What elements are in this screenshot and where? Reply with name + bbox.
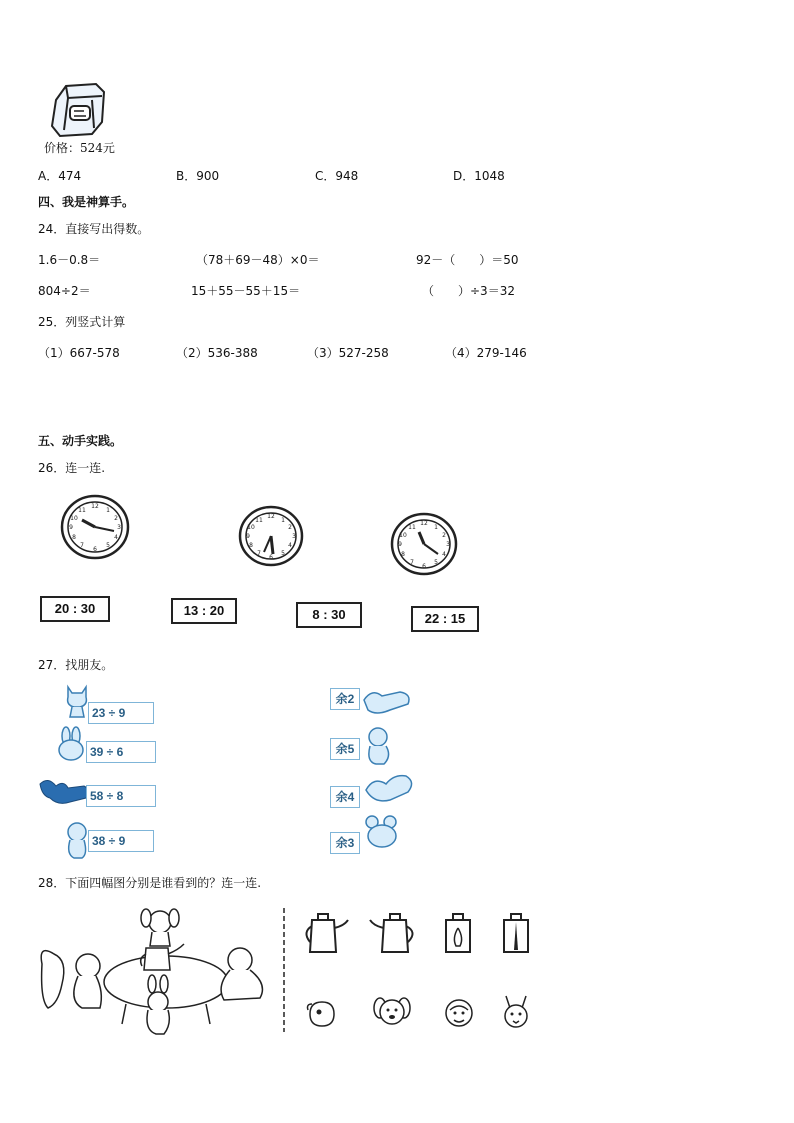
svg-text:10: 10 [70, 515, 78, 522]
q25-title: 25．列竖式计算 [38, 315, 126, 329]
svg-text:9: 9 [69, 524, 73, 531]
division-card: 39 ÷ 6 [86, 741, 156, 763]
q24-item: 15＋55－55＋15＝ [191, 284, 301, 298]
kettle-icon [498, 910, 534, 956]
animal-icon [362, 814, 402, 850]
svg-text:5: 5 [434, 559, 438, 566]
time-box: 8 : 30 [296, 602, 362, 628]
svg-text:8: 8 [249, 542, 253, 549]
remainder-card: 余2 [330, 688, 360, 710]
svg-text:11: 11 [408, 524, 416, 531]
svg-text:10: 10 [399, 532, 407, 539]
svg-text:1: 1 [281, 517, 285, 524]
clock-icon [238, 505, 304, 567]
animal-icon [360, 770, 416, 806]
option-b: B．900 [176, 169, 220, 183]
q24-item: （78＋69－48）×0＝ [196, 253, 320, 267]
kettle-icon [440, 910, 476, 956]
svg-text:4: 4 [288, 542, 292, 549]
option-c: C．948 [315, 169, 359, 183]
svg-text:10: 10 [247, 524, 255, 531]
division-card: 58 ÷ 8 [86, 785, 156, 807]
svg-text:2: 2 [288, 524, 292, 531]
svg-text:2: 2 [442, 532, 446, 539]
svg-text:8: 8 [72, 534, 76, 541]
svg-text:12: 12 [420, 520, 428, 527]
option-a: A．474 [38, 169, 82, 183]
q24-title: 24．直接写出得数。 [38, 222, 150, 236]
svg-text:11: 11 [255, 517, 263, 524]
remainder-card: 余5 [330, 738, 360, 760]
q25-item: （1）667-578 [38, 346, 120, 360]
svg-text:6: 6 [93, 546, 97, 553]
animal-icon [306, 998, 338, 1030]
scene-illustration [38, 904, 274, 1038]
animal-icon [38, 776, 92, 806]
svg-text:7: 7 [257, 550, 261, 557]
time-box: 13 : 20 [171, 598, 237, 624]
animal-icon [442, 996, 476, 1032]
clock-icon [60, 494, 130, 560]
animal-icon [360, 686, 414, 718]
svg-text:6: 6 [422, 563, 426, 570]
svg-text:5: 5 [281, 550, 285, 557]
svg-text:8: 8 [401, 551, 405, 558]
remainder-card: 余3 [330, 832, 360, 854]
svg-text:12: 12 [267, 513, 275, 520]
svg-text:3: 3 [117, 524, 121, 531]
price-label: 价格：524元 [44, 141, 115, 155]
q28-title: 28．下面四幅图分别是谁看到的？连一连. [38, 876, 262, 890]
division-card: 23 ÷ 9 [88, 702, 154, 724]
q27-title: 27．找朋友。 [38, 658, 114, 672]
animal-icon [54, 726, 88, 762]
remainder-card: 余4 [330, 786, 360, 808]
time-box: 20 : 30 [40, 596, 110, 622]
svg-text:1: 1 [106, 507, 110, 514]
clock-icon [390, 512, 458, 576]
svg-text:4: 4 [114, 534, 118, 541]
animal-icon [372, 994, 412, 1032]
svg-text:11: 11 [78, 507, 86, 514]
dashed-divider [282, 908, 286, 1032]
svg-text:4: 4 [442, 551, 446, 558]
section-heading-5: 五、动手实践。 [38, 434, 123, 448]
svg-text:1: 1 [434, 524, 438, 531]
svg-text:3: 3 [292, 533, 296, 540]
svg-text:9: 9 [246, 533, 250, 540]
animal-icon [362, 726, 396, 766]
q26-title: 26．连一连. [38, 461, 106, 475]
kettle-icon [298, 910, 352, 956]
q24-item: 92－（ ）＝50 [416, 253, 519, 267]
animal-icon [500, 994, 532, 1032]
q25-item: （4）279-146 [445, 346, 527, 360]
option-d: D．1048 [453, 169, 505, 183]
svg-text:12: 12 [91, 503, 99, 510]
q25-item: （3）527-258 [307, 346, 389, 360]
division-card: 38 ÷ 9 [88, 830, 154, 852]
kettle-icon [368, 910, 424, 956]
svg-text:9: 9 [398, 541, 402, 548]
q24-item: （ ）÷3＝32 [422, 284, 515, 298]
time-box: 22 : 15 [411, 606, 479, 632]
svg-text:2: 2 [114, 515, 118, 522]
svg-text:7: 7 [80, 542, 84, 549]
svg-text:5: 5 [106, 542, 110, 549]
q25-item: （2）536-388 [176, 346, 258, 360]
svg-text:6: 6 [269, 554, 273, 561]
section-heading-4: 四、我是神算手。 [38, 195, 135, 209]
svg-text:7: 7 [410, 559, 414, 566]
svg-text:3: 3 [446, 541, 450, 548]
q24-item: 804÷2＝ [38, 284, 91, 298]
suitcase-icon [48, 78, 108, 140]
q24-item: 1.6－0.8＝ [38, 253, 101, 267]
